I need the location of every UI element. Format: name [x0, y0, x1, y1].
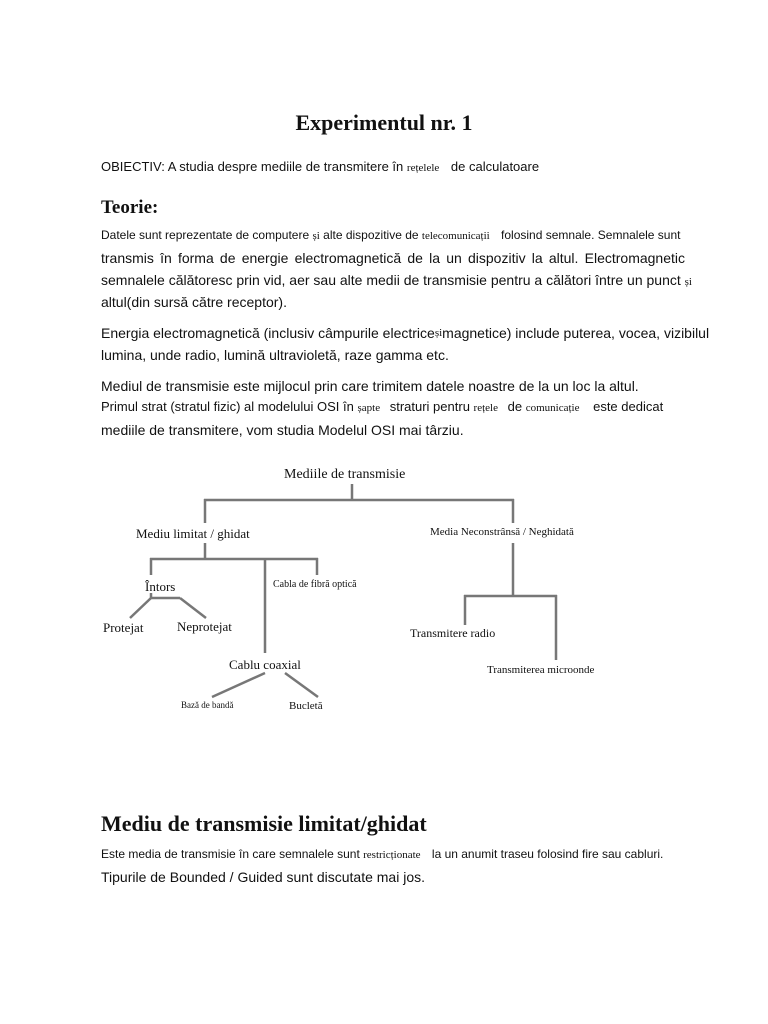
- objective-text: OBIECTIV: A studia despre mediile de transmitere în: [101, 159, 404, 174]
- para3-text-c: straturi pentru: [389, 399, 470, 414]
- diagram-guided: Mediu limitat / ghidat: [136, 526, 250, 541]
- diagram-root: Mediile de transmisie: [284, 467, 406, 482]
- diagram-shielded: Protejat: [103, 620, 144, 635]
- section2-heading: Mediu de transmisie limitat/ghidat: [101, 811, 427, 836]
- para2-line1: [101, 322, 710, 344]
- diagram-baseband: Bază de bandă: [181, 700, 234, 710]
- para2-text-a: Energia electromagnetică (inclusiv câmpurile electrice: [101, 325, 435, 341]
- para1-line1: [101, 228, 685, 242]
- para2-word-si: și: [434, 327, 443, 339]
- diagram-coaxial: Cablu coaxial: [229, 657, 301, 672]
- para3-word-retele: rețele: [473, 402, 498, 414]
- para3-line2: [101, 399, 685, 414]
- diagram-broadband: Bucletă: [289, 700, 323, 712]
- para1-line3-si: și: [684, 276, 692, 288]
- para1-line4: altul(din sursă către receptor).: [101, 294, 287, 310]
- para1-text-e: folosind semnale. Semnalele sunt: [501, 228, 681, 242]
- para3-text-a: Primul strat (stratul fizic) al modelului OSI în: [101, 399, 354, 414]
- diagram-lines: [0, 455, 768, 725]
- section2-line2: Tipurile de Bounded / Guided sunt discutate mai jos.: [101, 869, 426, 885]
- para2-text-c: magnetice) include puterea, vocea, vizibilul: [442, 325, 710, 341]
- theory-heading: Teorie:: [101, 197, 159, 218]
- para3-text-g: este dedicat: [593, 399, 664, 414]
- section2-text-c: la un anumit traseu folosind fire sau cabluri.: [431, 847, 664, 861]
- para1-line3: [101, 269, 692, 293]
- para1-line2: transmis în forma de energie electromagnetică de la un dispozitiv la altul. Electromagnetic: [101, 250, 685, 266]
- para3-word-comunicatie: comunicație: [525, 402, 580, 414]
- diagram-unguided: Media Neconstrânsă / Neghidată: [430, 526, 574, 538]
- para1-word-si: și: [312, 230, 320, 242]
- para1-line3-text: semnalele călătoresc prin vid, aer sau alte medii de transmisie pentru a călători între un punct: [101, 272, 681, 288]
- diagram-twisted: Întors: [145, 579, 176, 594]
- para1-text-c: alte dispozitive de: [323, 228, 419, 242]
- document-title: Experimentul nr. 1: [295, 110, 473, 135]
- section2-word: restricționate: [363, 849, 421, 861]
- diagram-unshielded: Neprotejat: [177, 619, 232, 634]
- para1-text-a: Datele sunt reprezentate de computere: [101, 228, 310, 242]
- diagram-radio: Transmitere radio: [410, 626, 496, 640]
- objective-tail: de calculatoare: [450, 159, 540, 174]
- objective-line: [101, 158, 539, 177]
- para1-word-telecom: telecomunicații: [421, 230, 490, 242]
- para2-line2: lumina, unde radio, lumină ultravioletă, raze gamma etc.: [101, 347, 449, 363]
- diagram-microwave: Transmiterea microonde: [487, 664, 595, 676]
- para3-text-e: de: [507, 399, 523, 414]
- section2-line1: [101, 847, 701, 861]
- objective-word: rețelele: [406, 162, 440, 174]
- para3-line1: Mediul de transmisie este mijlocul prin care trimitem datele noastre de la un loc la altul.: [101, 378, 639, 394]
- transmission-media-diagram: [0, 455, 768, 725]
- section2-text-a: Este media de transmisie în care semnalele sunt: [101, 847, 360, 861]
- para3-word-sapte: șapte: [357, 402, 381, 414]
- diagram-fiber: Cabla de fibră optică: [273, 579, 357, 590]
- para3-line3: mediile de transmitere, vom studia Modelul OSI mai târziu.: [101, 422, 464, 438]
